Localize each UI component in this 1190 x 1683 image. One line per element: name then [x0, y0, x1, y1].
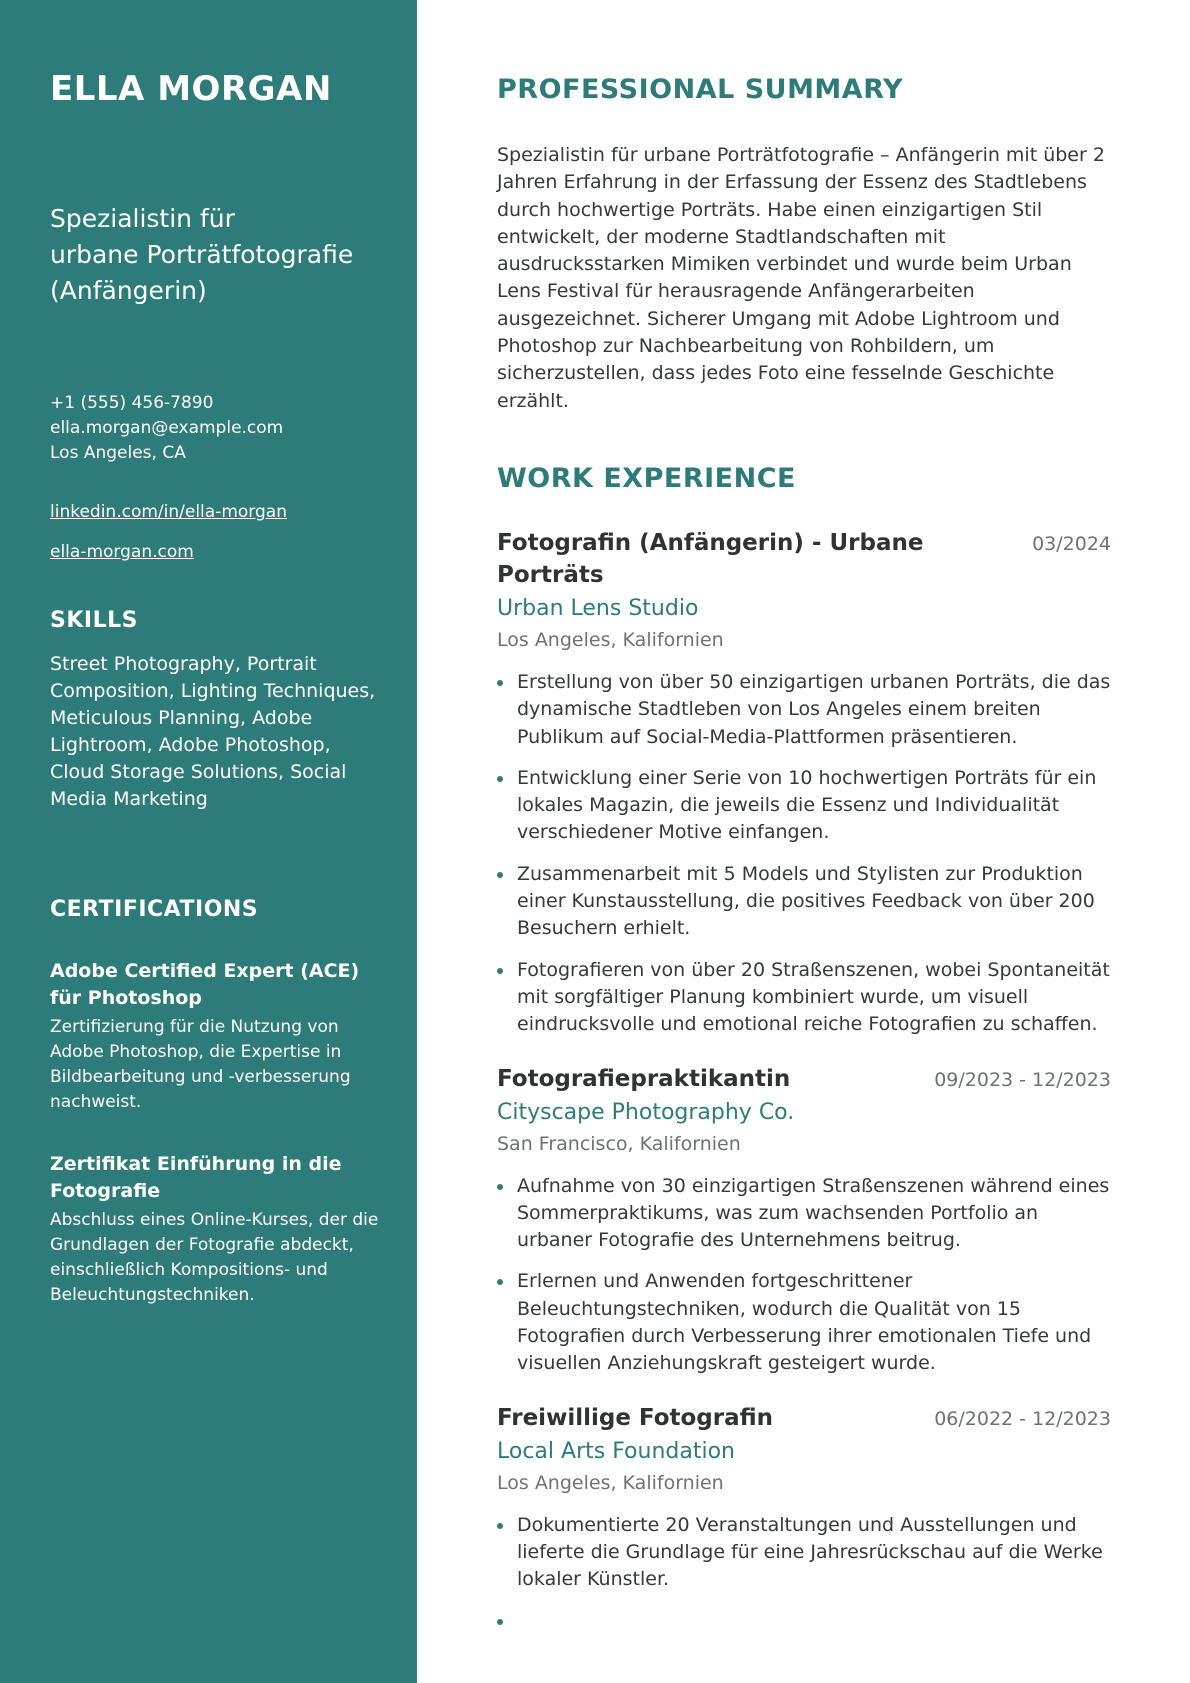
- certification-item: [50, 1151, 387, 1308]
- main-content: [497, 0, 1111, 1659]
- job-bullet: Erlernen und Anwenden fortgeschrittener Beleuchtungstechniken, wodurch die Qualität von 15 Fotografien durch Verbesserung ihrer emotionalen Tiefe und visuellen Anziehungskraft gesteigert wurde.: [497, 1268, 1111, 1377]
- summary-heading: PROFESSIONAL SUMMARY: [497, 74, 904, 105]
- job-header: [497, 1402, 1111, 1434]
- job-bullet: Zusammenarbeit mit 5 Models und Stylisten zur Produktion einer Kunstausstellung, die positives Feedback von über 200 Besuchern erhielt.: [497, 861, 1111, 943]
- job-location: Los Angeles, Kalifornien: [497, 628, 724, 651]
- certifications-list: [50, 958, 387, 1308]
- job-bullet: Fotografieren von über 20 Straßenszenen, wobei Spontaneität mit sorgfältiger Planung kombiniert wurde, um visuell eindrucksvolle und emotional reiche Fotografien zu schaffen.: [497, 957, 1111, 1039]
- job-date: 09/2023 - 12/2023: [934, 1068, 1111, 1091]
- job-bullet: Dokumentierte 20 Veranstaltungen und Ausstellungen und lieferte die Grundlage für eine Jahresrückschau auf die Werke lokaler Künstler.: [497, 1512, 1111, 1594]
- job-location: San Francisco, Kalifornien: [497, 1132, 741, 1155]
- sidebar: [0, 0, 417, 1683]
- jobs-list: [497, 527, 1111, 1635]
- job-title: Fotografin (Anfängerin) - Urbane Porträts: [497, 529, 924, 588]
- job-header: [497, 1063, 1111, 1095]
- certification-item: [50, 958, 387, 1115]
- job-bullet: Erstellung von über 50 einzigartigen urbanen Porträts, die das dynamische Stadtleben von Los Angeles einem breiten Publikum auf Social-Media-Plattformen präsentieren.: [497, 669, 1111, 751]
- website-link[interactable]: ella-morgan.com: [50, 542, 194, 563]
- job-company: Local Arts Foundation: [497, 1438, 735, 1464]
- job-bullet: Aufnahme von 30 einzigartigen Straßenszenen während eines Sommerpraktikums, was zum wachsenden Portfolio an urbaner Fotografie des Unternehmens beitrug.: [497, 1173, 1111, 1255]
- job-bullets: [497, 1512, 1111, 1635]
- summary-text: Spezialistin für urbane Porträtfotografie – Anfängerin mit über 2 Jahren Erfahrung in der Erfassung der Essenz des Stadtlebens durch hochwertige Porträts. Habe einen einzigartigen Stil entwickelt, der moderne Stadtlandschaften mit ausdrucksstarken Mimiken verbindet und wurde beim Urban Lens Festival für herausragende Anfängerarbeiten ausgezeichnet. Sicherer Umgang mit Adobe Lightroom und Photoshop zur Nachbearbeitung von Rohbildern, um sicherzustellen, dass jedes Foto eine fesselnde Geschichte erzählt.: [497, 144, 1105, 412]
- certifications-heading: CERTIFICATIONS: [50, 897, 259, 923]
- job-company: Cityscape Photography Co.: [497, 1099, 795, 1125]
- job-entry: [497, 1063, 1111, 1378]
- job-bullets: [497, 669, 1111, 1039]
- work-experience-heading: WORK EXPERIENCE: [497, 462, 796, 494]
- job-entry: [497, 1402, 1111, 1635]
- job-company: Urban Lens Studio: [497, 595, 699, 621]
- links-block: [50, 500, 387, 564]
- linkedin-link[interactable]: linkedin.com/in/ella-morgan: [50, 502, 287, 523]
- job-bullet-empty: [497, 1608, 1111, 1635]
- job-entry: [497, 527, 1111, 1039]
- skills-text: Street Photography, Portrait Composition, Lighting Techniques, Meticulous Planning, Adobe Lightroom, Adobe Photoshop, Cloud Storage Solutions, Social Media Marketing: [50, 653, 376, 811]
- job-date: 06/2022 - 12/2023: [934, 1407, 1111, 1430]
- job-bullet: Entwicklung einer Serie von 10 hochwertigen Porträts für ein lokales Magazin, die jeweils die Essenz und Individualität verschiedener Motive einfangen.: [497, 765, 1111, 847]
- contact-location: Los Angeles, CA: [50, 443, 186, 464]
- job-bullets: [497, 1173, 1111, 1378]
- skills-heading: SKILLS: [50, 608, 138, 634]
- certification-title: Zertifikat Einführung in die Fotografie: [50, 1153, 342, 1203]
- candidate-name: ELLA MORGAN: [50, 69, 332, 109]
- contact-block: [50, 391, 387, 466]
- job-header: [497, 527, 1111, 591]
- job-date: 03/2024: [1032, 532, 1111, 555]
- contact-email: ella.morgan@example.com: [50, 418, 284, 439]
- candidate-headline: Spezialistin für urbane Porträtfotografie (Anfängerin): [50, 204, 354, 306]
- certification-title: Adobe Certified Expert (ACE) für Photoshop: [50, 960, 360, 1010]
- job-title: Freiwillige Fotografin: [497, 1404, 774, 1431]
- job-location: Los Angeles, Kalifornien: [497, 1471, 724, 1494]
- job-title: Fotografiepraktikantin: [497, 1065, 791, 1092]
- certification-description: Zertifizierung für die Nutzung von Adobe Photoshop, die Expertise in Bildbearbeitung und -verbesserung nachweist.: [50, 1017, 351, 1113]
- certification-description: Abschluss eines Online-Kurses, der die Grundlagen der Fotografie abdeckt, einschließlich Kompositions- und Beleuchtungstechniken.: [50, 1210, 379, 1306]
- contact-phone: +1 (555) 456-7890: [50, 393, 214, 414]
